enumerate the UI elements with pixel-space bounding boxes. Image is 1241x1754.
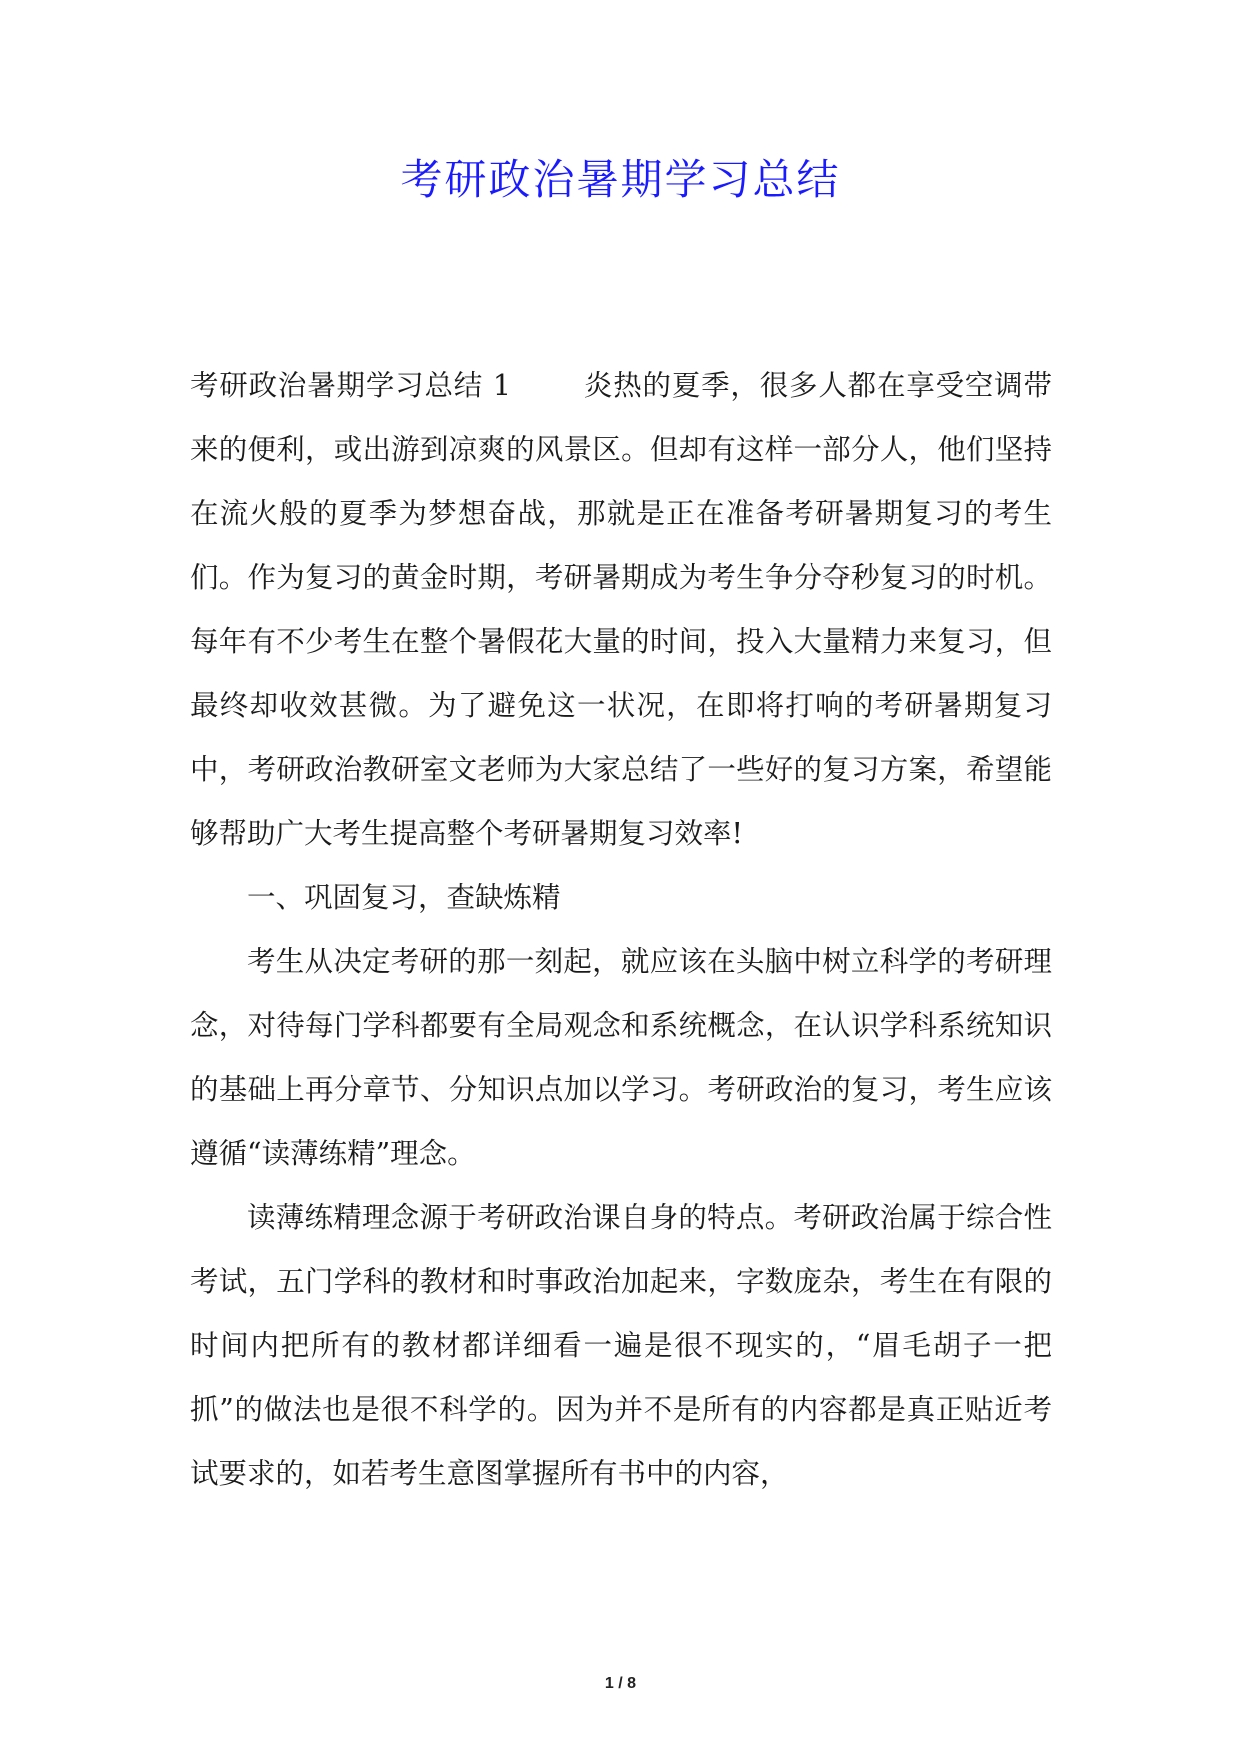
intro-label: 考研政治暑期学习总结 1: [190, 369, 512, 402]
page-number: 1 / 8: [604, 1675, 637, 1692]
document-body: [190, 354, 1052, 1506]
document-title: 考研政治暑期学习总结: [400, 155, 841, 204]
section-heading: 一、巩固复习，查缺炼精: [247, 881, 561, 914]
intro-paragraph: [190, 354, 1052, 866]
paragraph-3: 读薄练精理念源于考研政治课自身的特点。考研政治属于综合性考试，五门学科的教材和时事政治加起来，字数庞杂，考生在有限的时间内把所有的教材都详细看一遍是很不现实的，“眉毛胡子一把抓”的做法也是很不科学的。因为并不是所有的内容都是真正贴近考试要求的，如若考生意图掌握所有书中的内容，: [190, 1201, 1052, 1490]
intro-text: 炎热的夏季，很多人都在享受空调带来的便利，或出游到凉爽的风景区。但却有这样一部分人，他们坚持在流火般的夏季为梦想奋战，那就是正在准备考研暑期复习的考生们。作为复习的黄金时期，考研暑期成为考生争分夺秒复习的时机。每年有不少考生在整个暑假花大量的时间，投入大量精力来复习，但最终却收效甚微。为了避免这一状况，在即将打响的考研暑期复习中，考研政治教研室文老师为大家总结了一些好的复习方案，希望能够帮助广大考生提高整个考研暑期复习效率!: [190, 369, 1052, 850]
paragraph-2: 考生从决定考研的那一刻起，就应该在头脑中树立科学的考研理念，对待每门学科都要有全局观念和系统概念，在认识学科系统知识的基础上再分章节、分知识点加以学习。考研政治的复习，考生应该遵循“读薄练精”理念。: [190, 945, 1052, 1170]
